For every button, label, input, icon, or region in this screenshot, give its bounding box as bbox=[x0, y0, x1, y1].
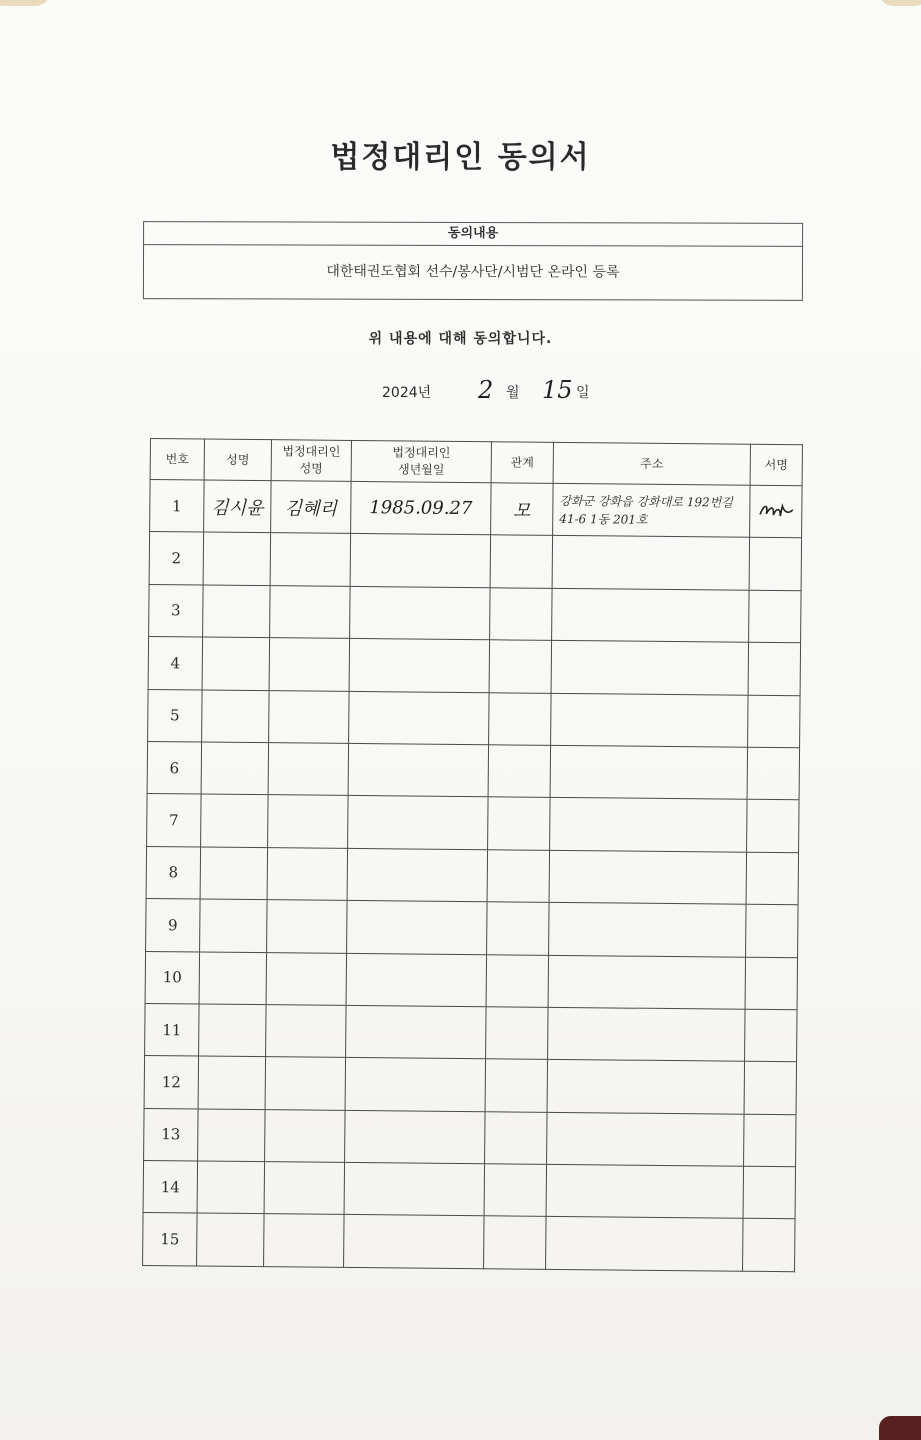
cell-address bbox=[547, 1112, 744, 1166]
cell-no: 2 bbox=[149, 532, 204, 585]
cell-guardian-name bbox=[265, 1109, 345, 1162]
cell-relation bbox=[486, 1007, 549, 1060]
cell-guardian-name bbox=[270, 585, 350, 638]
cell-relation bbox=[487, 849, 550, 902]
cell-signature bbox=[746, 904, 799, 957]
cell-address bbox=[553, 483, 750, 537]
cell-guardian-name bbox=[264, 1214, 344, 1267]
cell-address bbox=[551, 693, 748, 747]
cell-no: 9 bbox=[146, 899, 201, 952]
header-address: 주소 bbox=[553, 442, 750, 485]
cell-name bbox=[202, 690, 269, 743]
table-row bbox=[146, 899, 798, 958]
cell-no: 8 bbox=[146, 846, 201, 899]
cell-address bbox=[552, 588, 749, 642]
header-name: 성명 bbox=[204, 439, 271, 481]
cell-address bbox=[550, 745, 747, 799]
cell-name bbox=[197, 1213, 264, 1266]
cell-guardian-birth bbox=[349, 639, 489, 693]
cell-no: 4 bbox=[148, 637, 203, 690]
cell-signature bbox=[745, 957, 798, 1010]
cell-guardian-name bbox=[266, 952, 346, 1005]
cell-no: 15 bbox=[143, 1213, 198, 1266]
cell-signature bbox=[748, 695, 801, 748]
cell-guardian-name bbox=[269, 638, 349, 691]
cell-guardian-birth bbox=[350, 586, 490, 640]
cell-guardian-birth bbox=[344, 1162, 484, 1216]
cell-name bbox=[201, 742, 268, 795]
cell-relation bbox=[484, 1164, 547, 1217]
header-guardian-name-line1: 법정대리인 bbox=[282, 444, 341, 459]
cell-relation bbox=[488, 797, 551, 850]
address-line-1: 강화군 강화읍 강화대로 192번길 bbox=[559, 493, 733, 510]
consent-box bbox=[143, 221, 803, 301]
table-row bbox=[150, 480, 802, 539]
header-guardian-birth-line1: 법정대리인 bbox=[392, 445, 451, 460]
cell-name bbox=[198, 1056, 265, 1109]
cell-no: 14 bbox=[143, 1161, 198, 1214]
background-edge bbox=[879, 1416, 921, 1440]
cell-guardian-name bbox=[268, 795, 348, 848]
corner-stain bbox=[0, 0, 50, 6]
cell-relation bbox=[490, 535, 553, 588]
header-guardian-name-line2: 성명 bbox=[299, 461, 323, 476]
cell-relation bbox=[484, 1216, 547, 1269]
date-day-label: 일 bbox=[576, 385, 590, 401]
document-title: 법정대리인 동의서 bbox=[330, 140, 591, 175]
cell-guardian-birth bbox=[345, 1110, 485, 1164]
cell-signature bbox=[749, 538, 802, 591]
cell-name bbox=[198, 1109, 265, 1162]
cell-address bbox=[547, 1060, 744, 1114]
cell-guardian-birth: 1985.09.27 bbox=[351, 481, 491, 535]
cell-no: 3 bbox=[149, 584, 204, 637]
cell-guardian-birth bbox=[348, 796, 488, 850]
cell-signature bbox=[746, 852, 799, 905]
cell-name: 김시윤 bbox=[204, 480, 271, 533]
cell-name bbox=[199, 1004, 266, 1057]
cell-guardian-birth bbox=[346, 953, 486, 1007]
cell-relation bbox=[490, 588, 553, 641]
cell-guardian-name bbox=[266, 1005, 346, 1058]
cell-guardian-name bbox=[264, 1162, 344, 1215]
cell-relation bbox=[487, 902, 550, 955]
table-row bbox=[149, 584, 801, 643]
cell-guardian-name bbox=[269, 690, 349, 743]
cell-guardian-name: 김혜리 bbox=[271, 481, 351, 534]
cell-name bbox=[203, 585, 270, 638]
table-row bbox=[143, 1161, 795, 1220]
corner-stain bbox=[879, 0, 921, 6]
header-guardian-birth bbox=[351, 440, 491, 482]
table-row bbox=[147, 794, 799, 853]
cell-guardian-birth bbox=[346, 1005, 486, 1059]
cell-no: 5 bbox=[148, 689, 203, 742]
cell-guardian-name bbox=[267, 847, 347, 900]
cell-signature bbox=[745, 1009, 798, 1062]
cell-guardian-birth bbox=[345, 1058, 485, 1112]
cell-address bbox=[548, 1007, 745, 1061]
consent-header: 동의내용 bbox=[144, 222, 802, 247]
table-row bbox=[144, 1056, 796, 1115]
cell-address bbox=[548, 955, 745, 1009]
table-row bbox=[146, 846, 798, 905]
cell-signature bbox=[743, 1166, 796, 1219]
cell-name bbox=[199, 952, 266, 1005]
date-day: 15 bbox=[542, 376, 573, 404]
cell-address bbox=[546, 1164, 743, 1218]
cell-relation bbox=[489, 692, 552, 745]
header-guardian-name bbox=[271, 440, 351, 482]
table-row bbox=[148, 637, 800, 696]
cell-guardian-name bbox=[265, 1057, 345, 1110]
cell-guardian-birth bbox=[349, 691, 489, 745]
cell-signature bbox=[743, 1219, 796, 1272]
cell-relation bbox=[488, 745, 551, 798]
table-header-row bbox=[150, 439, 802, 486]
cell-relation: 모 bbox=[491, 483, 554, 536]
cell-guardian-birth bbox=[344, 1215, 484, 1269]
table-row bbox=[148, 689, 800, 748]
cell-no: 10 bbox=[145, 951, 200, 1004]
date-month: 2 bbox=[478, 376, 494, 404]
cell-address bbox=[551, 641, 748, 695]
cell-no: 13 bbox=[144, 1108, 199, 1161]
cell-address bbox=[549, 850, 746, 904]
cell-relation bbox=[485, 1059, 548, 1112]
cell-relation bbox=[486, 954, 549, 1007]
table-row bbox=[145, 1003, 797, 1062]
cell-name bbox=[201, 794, 268, 847]
cell-signature bbox=[747, 800, 800, 853]
cell-relation bbox=[489, 640, 552, 693]
cell-relation bbox=[485, 1111, 548, 1164]
table-body bbox=[143, 480, 803, 1272]
header-guardian-birth-line2: 생년월일 bbox=[397, 462, 445, 477]
cell-no: 11 bbox=[145, 1003, 200, 1056]
signature-scribble bbox=[756, 498, 796, 522]
cell-guardian-name bbox=[268, 743, 348, 796]
date-year: 2024년 bbox=[382, 385, 432, 401]
cell-no: 12 bbox=[144, 1056, 199, 1109]
address-line-2: 41-6 1동 201호 bbox=[559, 511, 648, 527]
table-row bbox=[143, 1213, 795, 1272]
cell-signature bbox=[748, 642, 801, 695]
registration-table bbox=[142, 438, 803, 1272]
cell-name bbox=[200, 847, 267, 900]
cell-address bbox=[549, 902, 746, 956]
cell-guardian-birth bbox=[350, 534, 490, 588]
cell-name bbox=[197, 1161, 264, 1214]
cell-signature bbox=[744, 1062, 797, 1115]
cell-name bbox=[202, 637, 269, 690]
table-row bbox=[149, 532, 801, 591]
table-row bbox=[145, 951, 797, 1010]
cell-name bbox=[200, 899, 267, 952]
cell-guardian-birth bbox=[347, 901, 487, 955]
cell-address bbox=[550, 798, 747, 852]
consent-body: 대한태권도협회 선수/봉사단/시범단 온라인 등록 bbox=[326, 263, 620, 281]
cell-signature bbox=[747, 747, 800, 800]
cell-no: 6 bbox=[147, 741, 202, 794]
cell-guardian-birth bbox=[348, 743, 488, 797]
registration-table-wrap bbox=[142, 438, 802, 1272]
cell-address bbox=[552, 536, 749, 590]
cell-address bbox=[546, 1217, 743, 1271]
date-month-label: 월 bbox=[506, 385, 520, 401]
header-signature: 서명 bbox=[750, 444, 802, 485]
agree-statement: 위 내용에 대해 동의합니다. bbox=[368, 331, 553, 347]
cell-name bbox=[203, 532, 270, 585]
header-relation: 관계 bbox=[491, 442, 553, 484]
cell-guardian-name bbox=[270, 533, 350, 586]
cell-signature bbox=[750, 485, 803, 538]
table-row bbox=[144, 1108, 796, 1167]
cell-no: 7 bbox=[147, 794, 202, 847]
header-no: 번호 bbox=[150, 439, 204, 481]
cell-no: 1 bbox=[150, 480, 205, 533]
cell-signature bbox=[749, 590, 802, 643]
cell-guardian-birth bbox=[347, 848, 487, 902]
table-row bbox=[147, 741, 799, 800]
cell-guardian-name bbox=[267, 900, 347, 953]
cell-signature bbox=[744, 1114, 797, 1167]
